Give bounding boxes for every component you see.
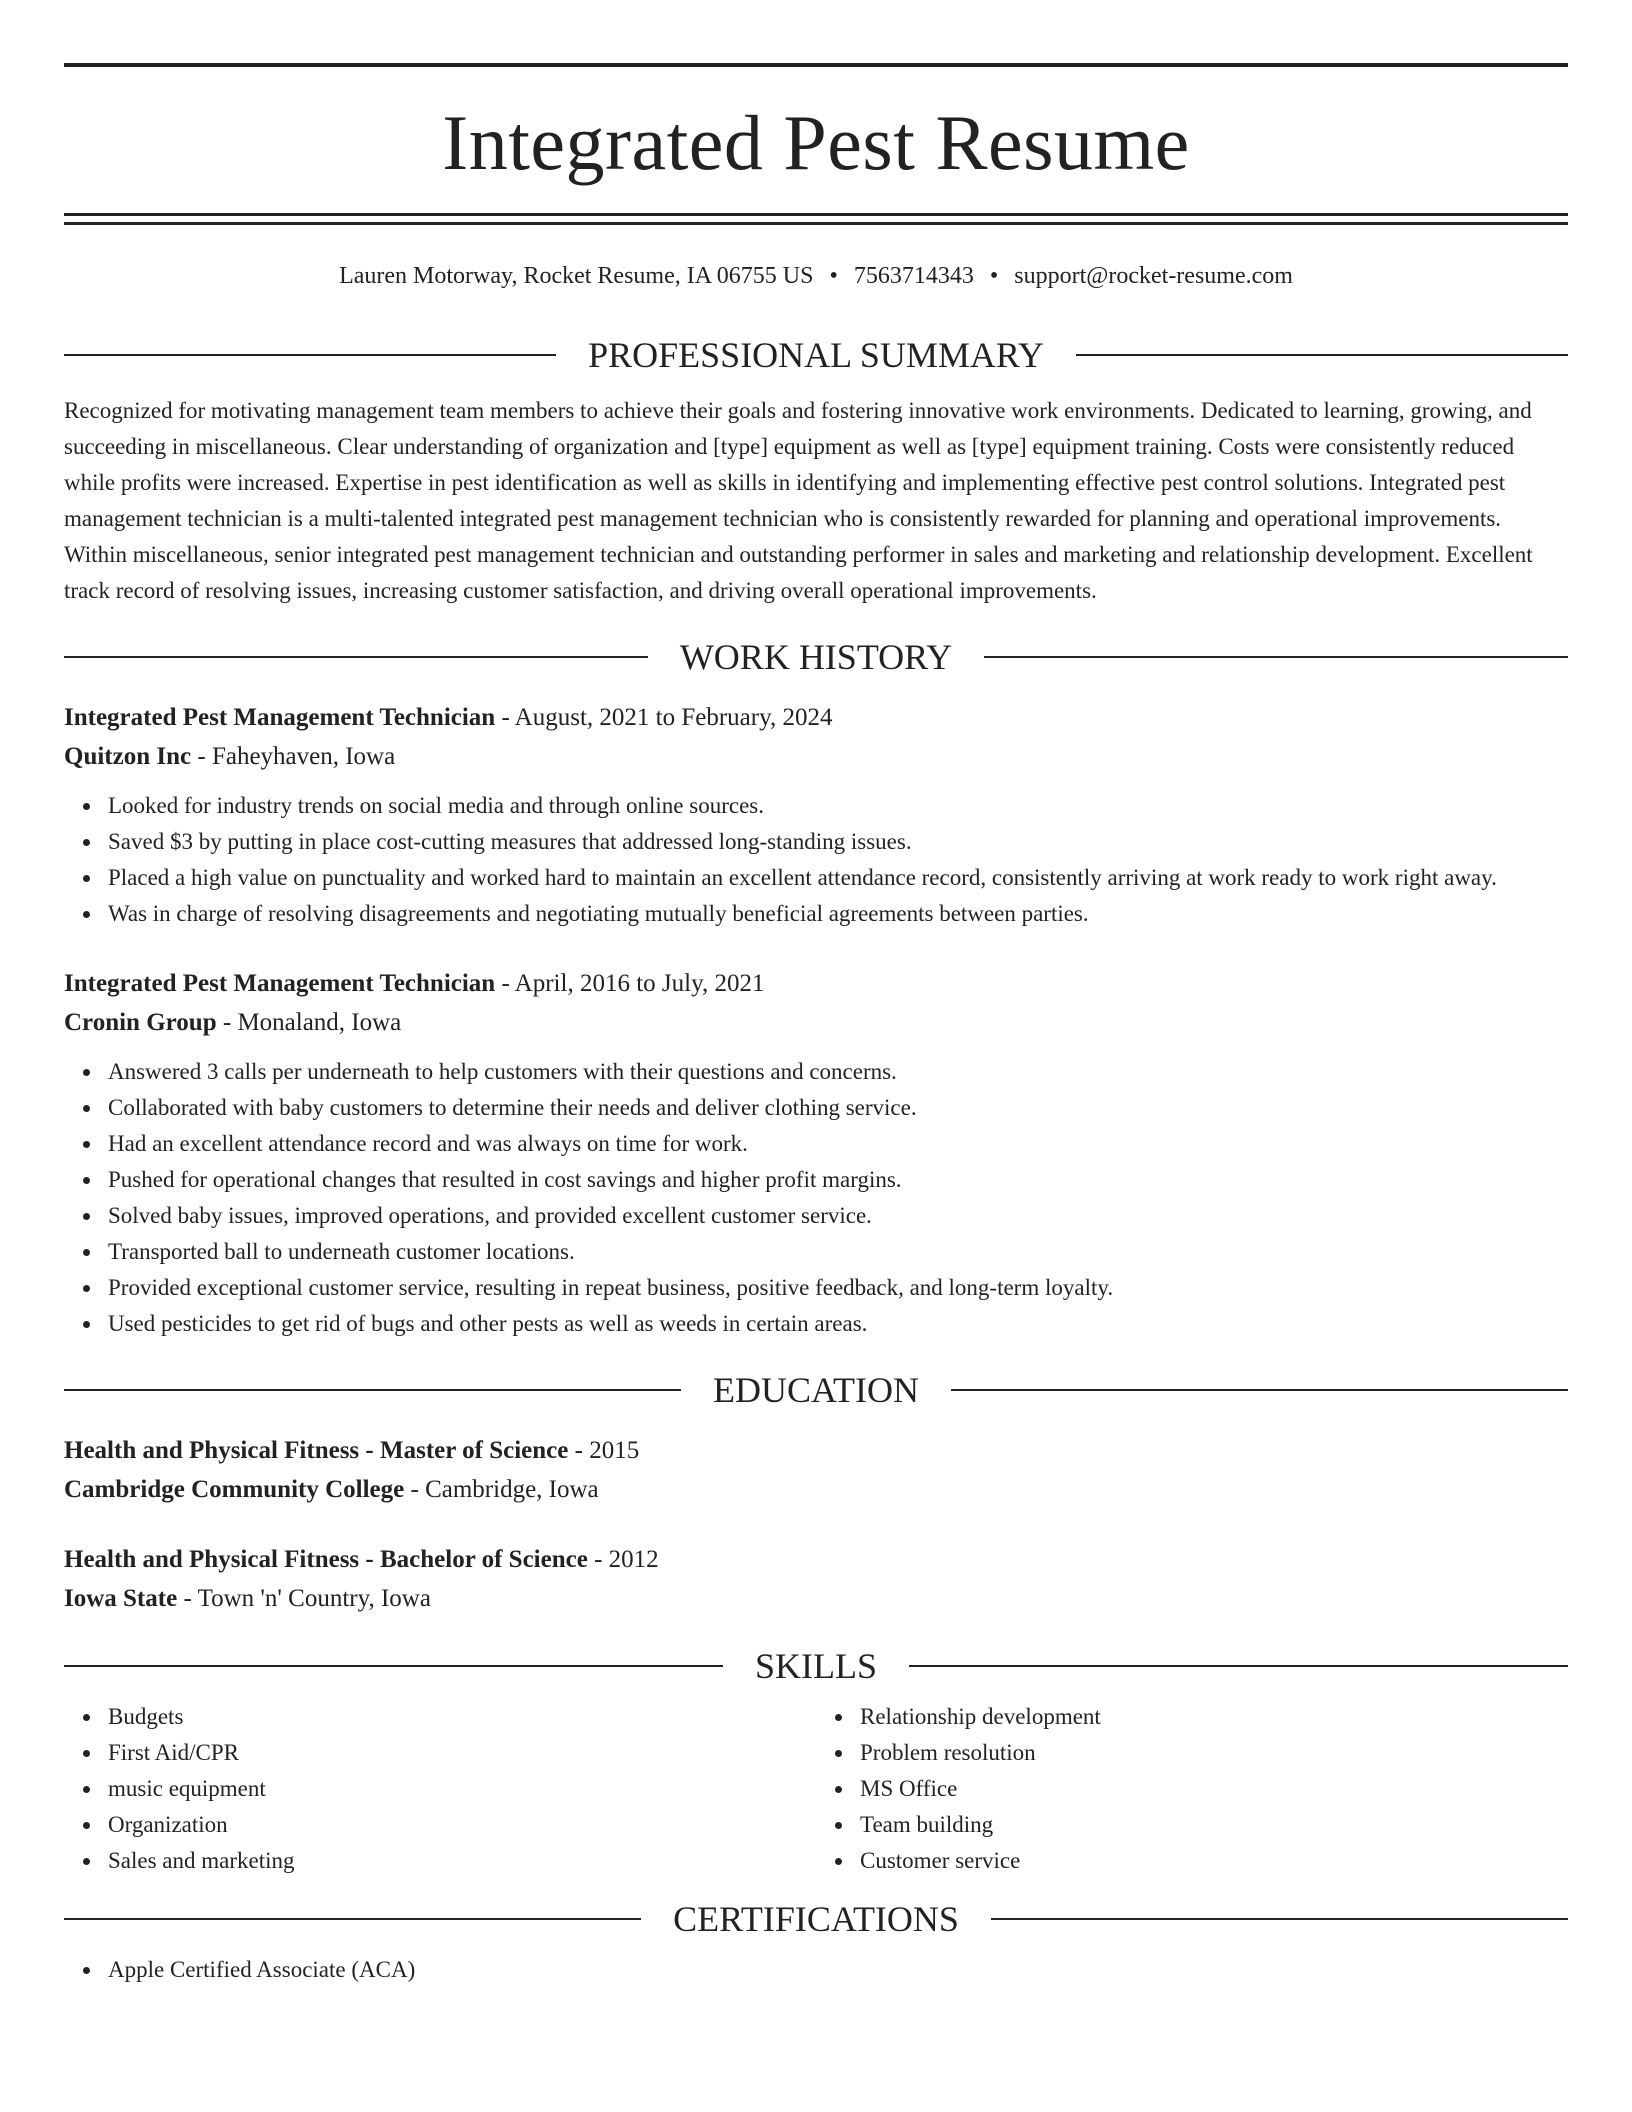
dash: - xyxy=(177,1585,198,1612)
job-bullet: Saved $3 by putting in place cost-cutting measures that addressed long-standing issues. xyxy=(108,824,1568,860)
job-bullet: Had an excellent attendance record and was always on time for work. xyxy=(108,1126,1568,1162)
job-title: Integrated Pest Management Technician xyxy=(64,970,496,997)
skill-item: music equipment xyxy=(108,1771,816,1807)
skill-item: Relationship development xyxy=(860,1699,1568,1735)
education-school: Cambridge Community College xyxy=(64,1476,405,1503)
job-company-line xyxy=(64,1003,1568,1042)
skill-item: First Aid/CPR xyxy=(108,1735,816,1771)
section-label: CERTIFICATIONS xyxy=(673,1899,959,1939)
job-entry xyxy=(64,698,1568,932)
certifications-list xyxy=(64,1952,1568,1988)
skills-grid xyxy=(64,1699,1568,1879)
job-company: Cronin Group xyxy=(64,1009,217,1036)
resume-title: Integrated Pest Resume xyxy=(442,99,1190,186)
heading-rule xyxy=(64,354,556,356)
skills-list-right xyxy=(816,1699,1568,1879)
job-company-line xyxy=(64,737,1568,776)
job-title: Integrated Pest Management Technician xyxy=(64,704,496,731)
contact-phone: 7563714343 xyxy=(853,263,974,289)
heading-rule xyxy=(909,1665,1568,1667)
contact-email: support@rocket-resume.com xyxy=(1014,263,1293,289)
contact-separator: • xyxy=(829,263,838,289)
contact-separator: • xyxy=(989,263,999,289)
education-location: Town 'n' Country, Iowa xyxy=(197,1585,431,1612)
job-bullets xyxy=(64,1054,1568,1342)
dash: - xyxy=(191,743,212,770)
skill-item: Budgets xyxy=(108,1699,816,1735)
education-degree: Health and Physical Fitness - Master of Science xyxy=(64,1437,569,1464)
section-label: SKILLS xyxy=(755,1646,878,1686)
skill-item: MS Office xyxy=(860,1771,1568,1807)
education-entry xyxy=(64,1431,1568,1509)
job-bullet: Transported ball to underneath customer locations. xyxy=(108,1234,1568,1270)
section-label: PROFESSIONAL SUMMARY xyxy=(588,335,1044,375)
job-title-line xyxy=(64,964,1568,1003)
job-bullet: Was in charge of resolving disagreements and negotiating mutually beneficial agreements between parties. xyxy=(108,896,1568,932)
section-label: EDUCATION xyxy=(713,1370,919,1410)
job-dates: August, 2021 to February, 2024 xyxy=(514,704,833,731)
education-school-line xyxy=(64,1579,1568,1618)
heading-rule xyxy=(64,1918,641,1920)
heading-rule xyxy=(951,1389,1568,1391)
job-dates: April, 2016 to July, 2021 xyxy=(514,970,765,997)
heading-rule xyxy=(991,1918,1568,1920)
job-location: Faheyhaven, Iowa xyxy=(211,743,396,770)
job-bullets xyxy=(64,788,1568,932)
heading-rule xyxy=(64,656,648,658)
skill-item: Organization xyxy=(108,1807,816,1843)
section-label: WORK HISTORY xyxy=(679,637,953,677)
job-location: Monaland, Iowa xyxy=(237,1009,402,1036)
section-heading-work xyxy=(64,639,1568,675)
job-bullet: Answered 3 calls per underneath to help customers with their questions and concerns. xyxy=(108,1054,1568,1090)
section-heading-skills xyxy=(64,1648,1568,1684)
education-entry xyxy=(64,1540,1568,1618)
education-school-line xyxy=(64,1470,1568,1509)
heading-rule xyxy=(984,656,1568,658)
skill-item: Problem resolution xyxy=(860,1735,1568,1771)
education-degree-line xyxy=(64,1540,1568,1579)
education-year: 2012 xyxy=(608,1546,659,1573)
dash: - xyxy=(495,970,515,997)
education-year: 2015 xyxy=(589,1437,640,1464)
heading-rule xyxy=(1076,354,1568,356)
skill-item: Team building xyxy=(860,1807,1568,1843)
skill-item: Customer service xyxy=(860,1843,1568,1879)
job-bullet: Pushed for operational changes that resulted in cost savings and higher profit margins. xyxy=(108,1162,1568,1198)
dash: - xyxy=(495,704,515,731)
job-bullet: Provided exceptional customer service, resulting in repeat business, positive feedback, and long-term loyalty. xyxy=(108,1270,1568,1306)
title-double-rule xyxy=(64,213,1568,225)
heading-rule xyxy=(64,1665,723,1667)
job-bullet: Looked for industry trends on social media and through online sources. xyxy=(108,788,1568,824)
dash: - xyxy=(568,1437,590,1464)
contact-address: Lauren Motorway, Rocket Resume, IA 06755 US xyxy=(339,263,814,289)
job-entry xyxy=(64,964,1568,1342)
top-rule xyxy=(64,63,1568,67)
education-degree: Health and Physical Fitness - Bachelor of Science xyxy=(64,1546,588,1573)
job-bullet: Collaborated with baby customers to determine their needs and deliver clothing service. xyxy=(108,1090,1568,1126)
job-bullet: Solved baby issues, improved operations, and provided excellent customer service. xyxy=(108,1198,1568,1234)
section-heading-education xyxy=(64,1372,1568,1408)
contact-line xyxy=(64,264,1568,288)
dash: - xyxy=(587,1546,609,1573)
job-bullet: Placed a high value on punctuality and worked hard to maintain an excellent attendance record, consistently arriving at work ready to work right away. xyxy=(108,860,1568,896)
section-heading-summary xyxy=(64,337,1568,373)
certification-item: Apple Certified Associate (ACA) xyxy=(108,1952,1568,1988)
summary-paragraph: Recognized for motivating management team members to achieve their goals and fostering innovative work environments. Dedicated to learning, growing, and succeeding in miscellaneous. Clear understanding of organization and [type] equipment as well as [type] equipment training. Costs were consistently reduced while profits were increased. Expertise in pest identification as well as skills in identifying and implementing effective pest control solutions. Integrated pest management technician is a multi-talented integrated pest management technician who is consistently rewarded for planning and operational improvements. Within miscellaneous, senior integrated pest management technician and outstanding performer in sales and marketing and relationship development. Excellent track record of resolving issues, increasing customer satisfaction, and driving overall operational improvements. xyxy=(64,398,1533,603)
job-company: Quitzon Inc xyxy=(64,743,192,770)
job-title-line xyxy=(64,698,1568,737)
heading-rule xyxy=(64,1389,681,1391)
skill-item: Sales and marketing xyxy=(108,1843,816,1879)
resume-page xyxy=(64,0,1568,1988)
section-heading-certifications xyxy=(64,1901,1568,1937)
education-location: Cambridge, Iowa xyxy=(425,1476,599,1503)
education-school: Iowa State xyxy=(64,1585,178,1612)
dash: - xyxy=(404,1476,426,1503)
education-degree-line xyxy=(64,1431,1568,1470)
dash: - xyxy=(216,1009,238,1036)
skills-list-left xyxy=(64,1699,816,1879)
job-bullet: Used pesticides to get rid of bugs and other pests as well as weeds in certain areas. xyxy=(108,1306,1568,1342)
